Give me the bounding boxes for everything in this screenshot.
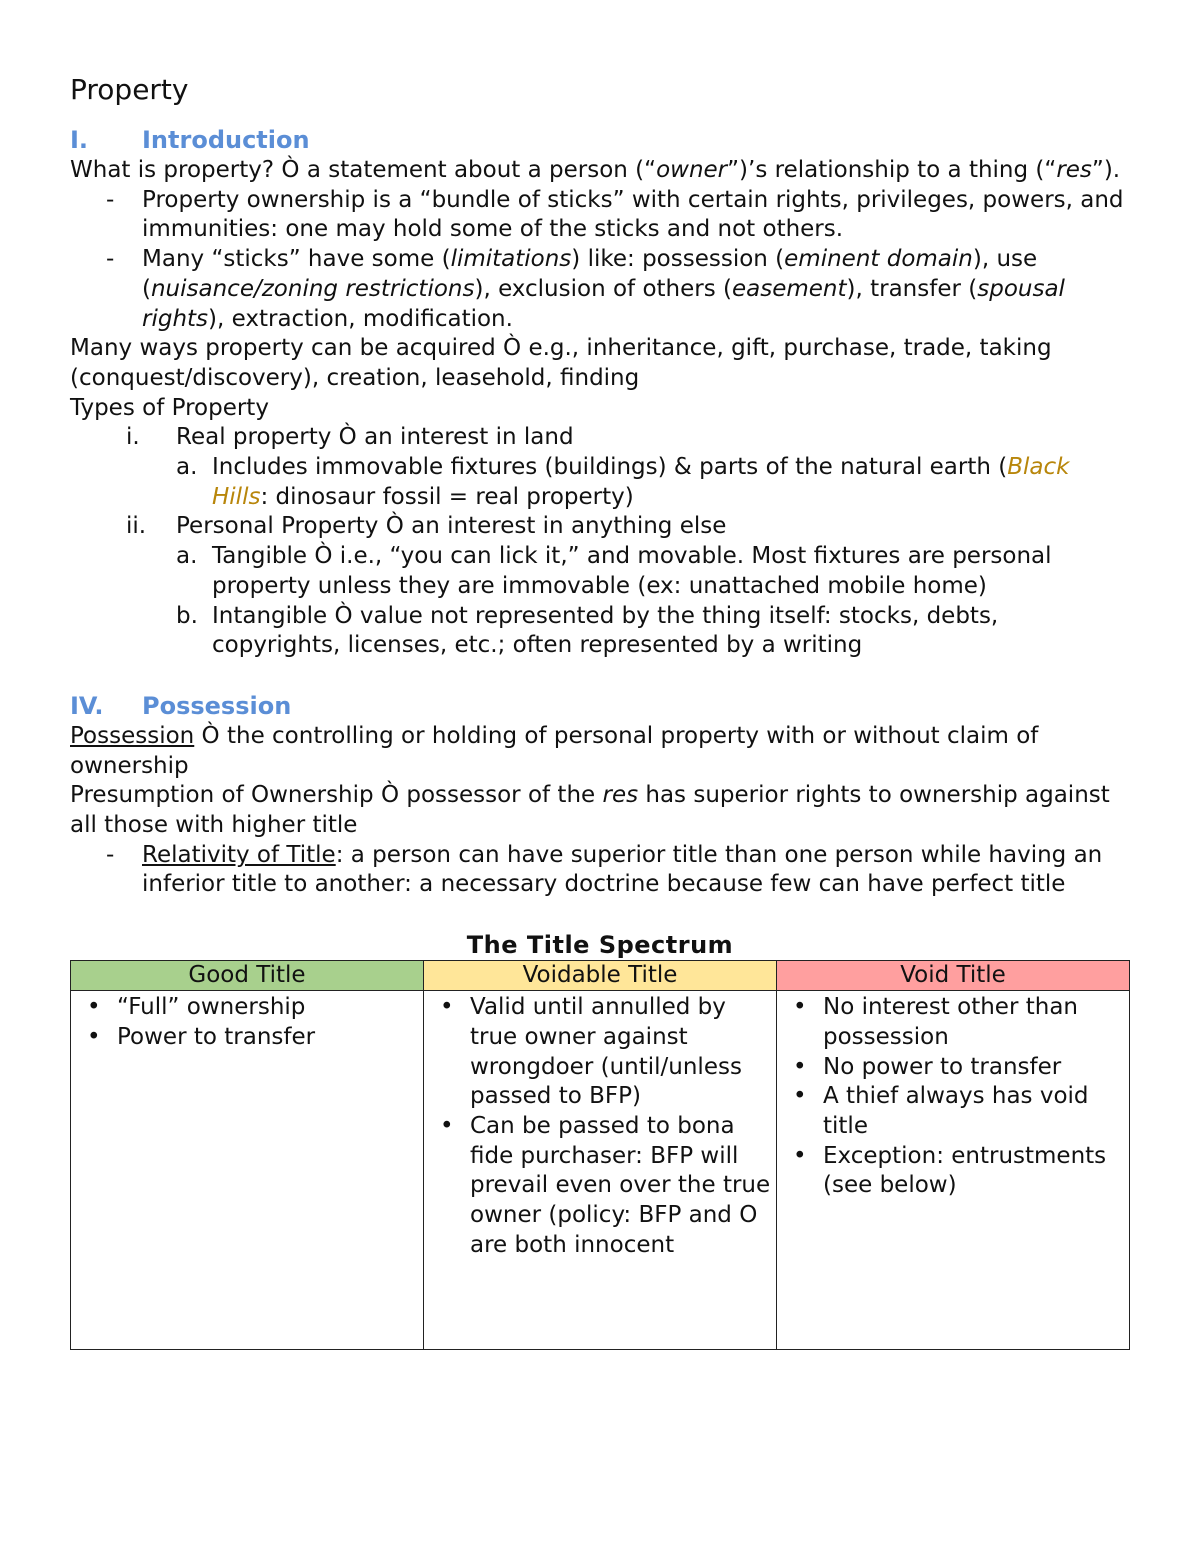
dash-marker: - xyxy=(106,186,115,213)
bullet: • xyxy=(87,1023,101,1050)
section-heading-possession xyxy=(70,691,1130,722)
list-item: • No interest other than possession xyxy=(781,993,1125,1052)
list-item: • Power to transfer xyxy=(75,1023,419,1053)
dash-marker: - xyxy=(106,841,115,868)
tangible-text: Tangible Ò i.e., “you can lick it,” and movable. Most fixtures are personal property unless they are immovable (ex: unattached mobile home) xyxy=(212,543,1052,599)
header-voidable-title: Voidable Title xyxy=(424,961,777,991)
fixtures-text: Includes immovable fixtures (buildings) & parts of the natural earth (Black Hills: dinosaur fossil = real property) xyxy=(212,454,1070,510)
list-item xyxy=(70,186,1130,245)
list-item: • “Full” ownership xyxy=(75,993,419,1023)
list-item: • A thief always has void title xyxy=(781,1082,1125,1141)
list-item xyxy=(70,841,1130,900)
alpha-marker: a. xyxy=(176,454,198,481)
document-title: Property xyxy=(70,73,189,106)
section-title: Introduction xyxy=(142,126,310,154)
relativity-of-title-text: Relativity of Title: a person can have superior title than one person while having an inferior title to another: a necessary doctrine because few can have perfect title xyxy=(142,841,1103,898)
list-item xyxy=(70,602,1130,661)
list-item: • Valid until annulled by true owner against wrongdoer (until/unless passed to BFP) xyxy=(428,993,772,1112)
bullet: • xyxy=(793,1142,807,1169)
bullet: • xyxy=(440,994,454,1021)
list-item xyxy=(70,423,1130,453)
list-item xyxy=(70,453,1130,512)
list-item xyxy=(70,542,1130,601)
section-number: I. xyxy=(70,126,89,154)
intangible-text: Intangible Ò value not represented by the thing itself: stocks, debts, copyrights, licenses, etc.; often represented by a writing xyxy=(212,602,999,659)
table-title: The Title Spectrum xyxy=(466,931,734,960)
types-heading: Types of Property xyxy=(70,394,269,421)
personal-property-text: Personal Property Ò an interest in anything else xyxy=(176,513,727,540)
bullet: • xyxy=(87,994,101,1021)
header-good-title: Good Title xyxy=(71,961,424,991)
table-header-row xyxy=(71,961,1130,991)
sticks-limitations-text: Many “sticks” have some (limitations) like: possession (eminent domain), use (nuisance/zoning restrictions), exclusion of others (easement), transfer (spousal rights), extraction, modification. xyxy=(142,246,1065,332)
case-name: Black Hills xyxy=(212,454,1070,510)
bullet: • xyxy=(793,1053,807,1080)
list-item: • Can be passed to bona fide purchaser: BFP will prevail even over the true owner (policy: BFP and O are both innocent xyxy=(428,1112,772,1261)
list-item xyxy=(70,512,1130,542)
what-is-property: What is property? Ò a statement about a person (“owner”)’s relationship to a thing (“res”). xyxy=(70,157,1121,183)
void-title-cell xyxy=(777,991,1130,1350)
header-void-title: Void Title xyxy=(777,961,1130,991)
dash-marker: - xyxy=(106,246,115,273)
document-page xyxy=(70,70,1130,1350)
good-title-cell xyxy=(71,991,424,1350)
voidable-title-cell xyxy=(424,991,777,1350)
alpha-marker: a. xyxy=(176,543,198,570)
section-title: Possession xyxy=(142,691,292,720)
alpha-marker: b. xyxy=(176,602,198,629)
bullet: • xyxy=(440,1112,454,1139)
section-heading-introduction xyxy=(70,125,1130,156)
roman-marker: i. xyxy=(126,424,140,451)
title-spectrum-table xyxy=(70,960,1130,1350)
acquisition-paragraph: Many ways property can be acquired Ò e.g., inheritance, gift, purchase, trade, taking (conquest/discovery), creation, leasehold, finding xyxy=(70,335,1052,391)
table-row xyxy=(71,991,1130,1350)
list-item: • Exception: entrustments (see below) xyxy=(781,1142,1125,1201)
real-property-text: Real property Ò an interest in land xyxy=(176,424,574,451)
bundle-of-sticks-text: Property ownership is a “bundle of sticks” with certain rights, privileges, powers, and immunities: one may hold some of the sticks and not others. xyxy=(142,186,1124,243)
bullet: • xyxy=(793,994,807,1021)
list-item: • No power to transfer xyxy=(781,1053,1125,1083)
roman-marker: ii. xyxy=(126,513,147,540)
possession-definition: Possession Ò the controlling or holding of personal property with or without claim of ownership xyxy=(70,722,1039,779)
bullet: • xyxy=(793,1083,807,1110)
list-item xyxy=(70,245,1130,334)
presumption-of-ownership: Presumption of Ownership Ò possessor of the res has superior rights to ownership against all those with higher title xyxy=(70,782,1110,839)
section-number: IV. xyxy=(70,691,104,720)
